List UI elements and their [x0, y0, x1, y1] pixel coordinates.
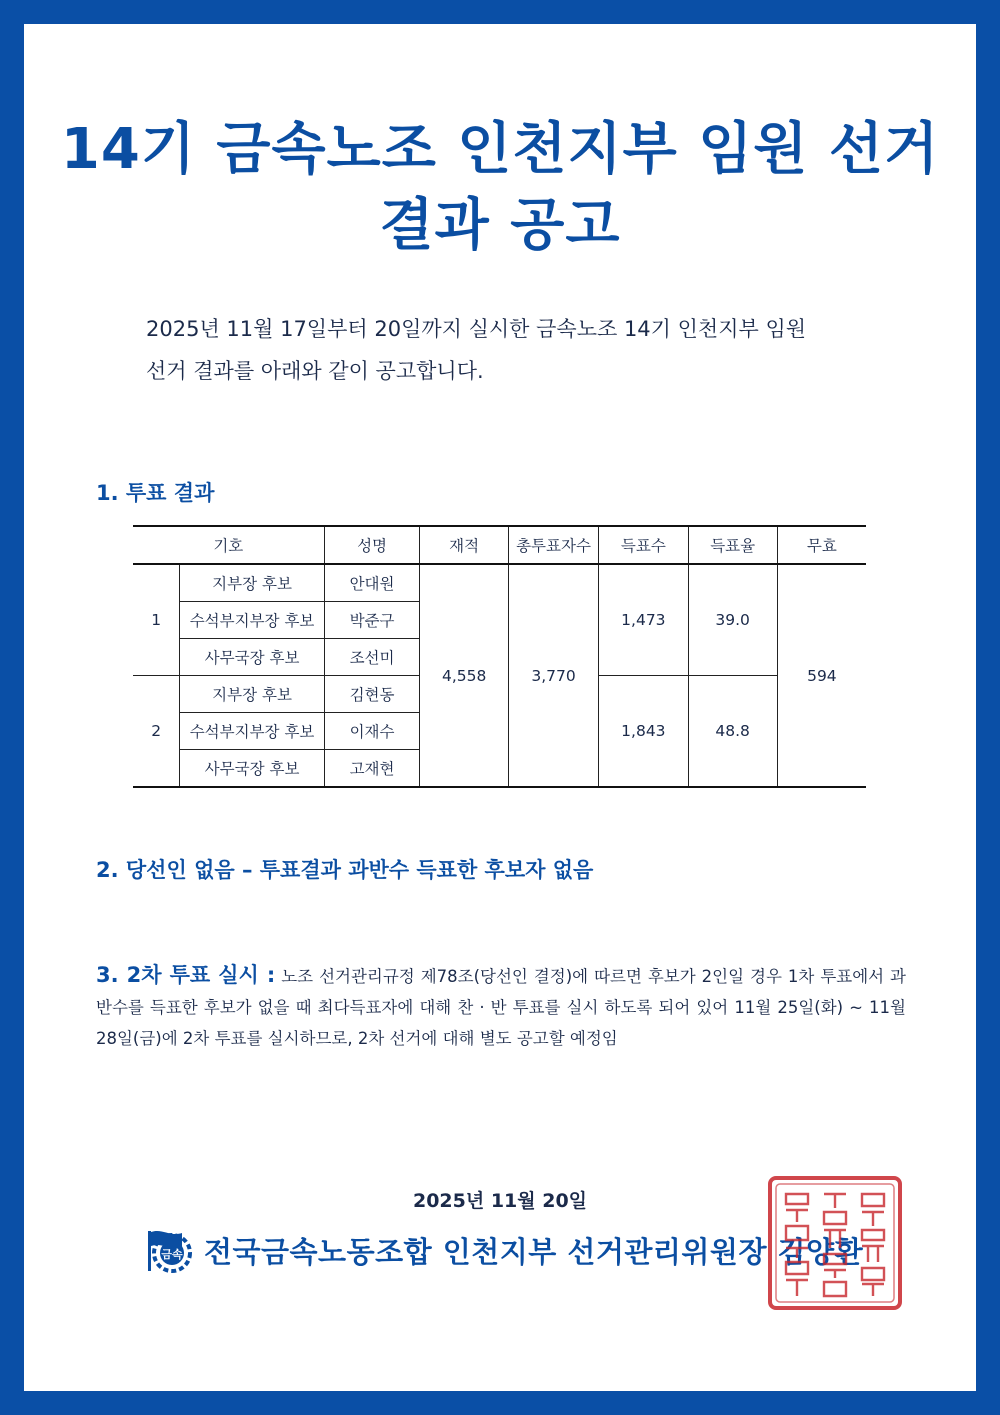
total-voters-value: 3,770: [508, 564, 598, 787]
candidate-name: 김현동: [324, 676, 420, 713]
section-3-heading: 3. 2차 투표 실시 :: [96, 963, 276, 987]
notice-date: 2025년 11월 20일: [412, 1190, 588, 1212]
table-header-row: [133, 526, 866, 564]
header-total-voters: 총투표자수: [508, 526, 598, 564]
enrolled-value: 4,558: [420, 564, 508, 787]
title-line-1: 14기 금속노조 인천지부 임원 선거: [60, 117, 940, 182]
candidate-name: 조선미: [324, 639, 420, 676]
intro-paragraph: [146, 308, 866, 392]
candidate-position: 수석부지부장 후보: [180, 713, 324, 750]
section-3-body: 노조 선거관리규정 제78조(당선인 결정)에 따르면 후보가 2인일 경우 1차 투표에서 과반수를 득표한 후보가 없을 때 최다득표자에 대해 찬 · 반 투표를 실시 하도록 되어 있어 11월 25일(화) ~ 11월 28일(금)에 2차 투표를 실시하므로, 2차 선거에 대해 별도 공고할 예정임: [96, 967, 906, 1048]
candidate-name: 박준구: [324, 602, 420, 639]
union-flag-logo-icon: [142, 1225, 198, 1275]
ticket-votes: 1,843: [599, 676, 688, 788]
notice-page: [24, 24, 976, 1391]
header-enrolled: 재적: [420, 526, 508, 564]
candidate-position: 지부장 후보: [180, 676, 324, 713]
ticket-number: 1: [133, 564, 180, 676]
section-3-paragraph: [96, 960, 906, 1054]
candidate-position: 사무국장 후보: [180, 750, 324, 788]
header-number: 기호: [133, 526, 324, 564]
header-votes: 득표수: [599, 526, 688, 564]
intro-line-1: 2025년 11월 17일부터 20일까지 실시한 금속노조 14기 인천지부 임원: [146, 317, 807, 341]
candidate-position: 지부장 후보: [180, 564, 324, 602]
header-invalid: 무효: [777, 526, 866, 564]
candidate-name: 안대원: [324, 564, 420, 602]
header-name: 성명: [324, 526, 420, 564]
candidate-position: 사무국장 후보: [180, 639, 324, 676]
candidate-name: 고재현: [324, 750, 420, 788]
svg-text:금속: 금속: [161, 1248, 183, 1261]
issuer-line: [142, 1220, 863, 1280]
official-seal-icon: [766, 1174, 904, 1312]
candidate-position: 수석부지부장 후보: [180, 602, 324, 639]
section-1-heading: 1. 투표 결과: [96, 481, 215, 505]
title-line-2: 결과 공고: [379, 193, 621, 258]
intro-line-2: 선거 결과를 아래와 같이 공고합니다.: [146, 359, 484, 383]
vote-results-table: [133, 525, 866, 788]
candidate-name: 이재수: [324, 713, 420, 750]
ticket-votes: 1,473: [599, 564, 688, 676]
invalid-value: 594: [777, 564, 866, 787]
table-row: [133, 564, 866, 602]
issuer-name: 전국금속노동조합 인천지부 선거관리위원장 김양환: [204, 1234, 864, 1269]
ticket-rate: 39.0: [688, 564, 777, 676]
ticket-number: 2: [133, 676, 180, 788]
ticket-rate: 48.8: [688, 676, 777, 788]
page-title: [24, 112, 976, 264]
section-2-heading: 2. 당선인 없음 – 투표결과 과반수 득표한 후보자 없음: [96, 858, 594, 882]
header-rate: 득표율: [688, 526, 777, 564]
